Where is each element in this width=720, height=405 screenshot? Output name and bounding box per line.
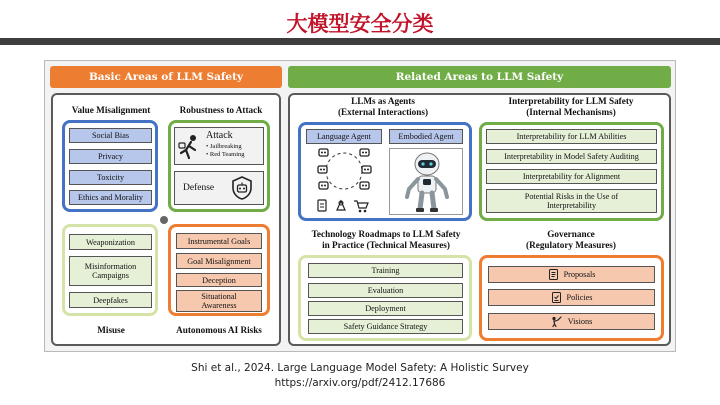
roadmaps-title — [293, 229, 479, 251]
title-divider — [0, 38, 720, 45]
citation-line1: Shi et al., 2024. Large Language Model Safety: A Holistic Survey — [191, 362, 529, 374]
attack-label: Attack — [206, 130, 233, 141]
header-basic-areas: Basic Areas of LLM Safety — [50, 66, 282, 88]
citation-url: https://arxiv.org/pdf/2412.17686 — [274, 377, 446, 389]
item-instrumental-goals: Instrumental Goals — [176, 233, 262, 249]
item-proposals — [488, 266, 655, 283]
interpretability-title — [476, 96, 666, 118]
interpretability-title-line2: (Internal Mechanisms) — [526, 107, 616, 117]
attack-bullets — [206, 143, 266, 159]
item-training: Training — [308, 263, 463, 278]
item-deception: Deception — [176, 273, 262, 287]
governance-title-line1: Governance — [547, 229, 595, 239]
roadmaps-title-line1: Technology Roadmaps to LLM Safety — [311, 229, 461, 239]
robot-icon — [390, 149, 464, 216]
document-icon — [548, 269, 559, 280]
embodied-agent-image — [389, 148, 463, 215]
item-deployment: Deployment — [308, 301, 463, 316]
defense-label: Defense — [183, 183, 215, 193]
item-deepfakes: Deepfakes — [69, 292, 152, 308]
multi-agent-network-icon — [312, 148, 382, 216]
bullet-jailbreaking: • Jailbreaking — [206, 143, 242, 150]
robustness-title: Robustness to Attack — [179, 105, 263, 115]
agents-title — [293, 96, 473, 118]
item-privacy: Privacy — [69, 149, 152, 164]
center-dot — [160, 216, 168, 224]
attack-icon — [178, 134, 200, 160]
autonomous-title: Autonomous AI Risks — [176, 325, 262, 335]
vision-icon — [551, 316, 563, 327]
item-evaluation: Evaluation — [308, 283, 463, 298]
tab-embodied-agent: Embodied Agent — [389, 129, 463, 144]
item-interp-abilities: Interpretability for LLM Abilities — [486, 129, 657, 144]
item-goal-misalignment: Goal Misalignment — [176, 253, 262, 269]
policy-icon — [551, 292, 562, 303]
item-situational-awareness: Situational Awareness — [176, 290, 262, 312]
item-misinformation-campaigns: Misinformation Campaigns — [69, 256, 152, 286]
header-related-areas: Related Areas to LLM Safety — [288, 66, 671, 88]
interpretability-title-line1: Interpretability for LLM Safety — [508, 96, 634, 106]
page-title: 大模型安全分类 — [286, 12, 434, 36]
agents-title-line2: (External Interactions) — [337, 107, 429, 117]
item-interp-risks: Potential Risks in the Use of Interpretability — [486, 189, 657, 213]
value-misalignment-title: Value Misalignment — [71, 105, 151, 115]
item-interp-auditing: Interpretability in Model Safety Auditing — [486, 149, 657, 164]
item-toxicity: Toxicity — [69, 170, 152, 185]
item-ethics-morality: Ethics and Morality — [69, 190, 152, 205]
tab-language-agent: Language Agent — [306, 129, 382, 144]
visions-label: Visions — [567, 317, 593, 326]
agents-title-line1: LLMs as Agents — [351, 96, 415, 106]
roadmaps-title-line2: in Practice (Technical Measures) — [322, 240, 450, 250]
shield-robot-icon — [231, 176, 253, 200]
item-safety-guidance-strategy: Safety Guidance Strategy — [308, 319, 463, 334]
misuse-title: Misuse — [97, 325, 125, 335]
item-interp-alignment: Interpretability for Alignment — [486, 169, 657, 184]
governance-title-line2: (Regulatory Measures) — [526, 240, 616, 250]
item-weaponization: Weaponization — [69, 234, 152, 250]
item-visions — [488, 313, 655, 330]
item-policies — [488, 289, 655, 306]
proposals-label: Proposals — [563, 270, 596, 279]
governance-title — [476, 229, 666, 251]
bullet-red-teaming: • Red Teaming — [206, 151, 245, 158]
item-social-bias: Social Bias — [69, 128, 152, 143]
policies-label: Policies — [566, 293, 593, 302]
